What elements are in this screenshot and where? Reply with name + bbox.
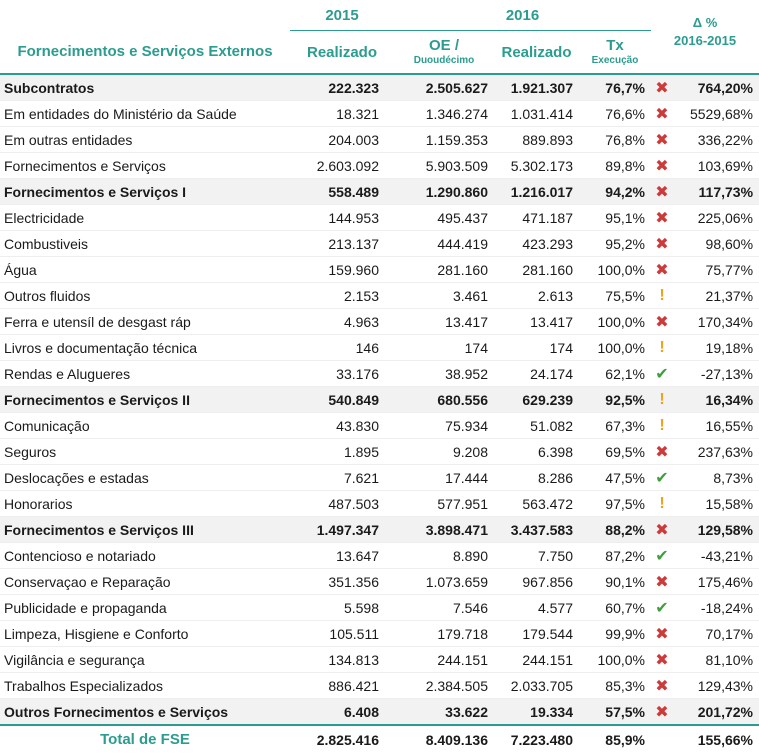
realizado-2016-cell: 1.921.307: [494, 74, 579, 101]
delta-cell: 129,58%: [673, 517, 759, 543]
realizado-2016-cell: 174: [494, 335, 579, 361]
row-label: Electricidade: [0, 205, 290, 231]
tx-execucao-cell: 92,5%: [579, 387, 651, 413]
row-label: Seguros: [0, 439, 290, 465]
realizado-2015-cell: 6.408: [290, 699, 394, 726]
table-row: [0, 699, 759, 726]
tx-execucao-cell: 100,0%: [579, 309, 651, 335]
realizado-2015-cell: 4.963: [290, 309, 394, 335]
delta-cell: 8,73%: [673, 465, 759, 491]
table-row: [0, 283, 759, 309]
realizado-2016-cell: 6.398: [494, 439, 579, 465]
status-icon-cell: [651, 595, 673, 621]
delta-cell: 336,22%: [673, 127, 759, 153]
table-row: [0, 491, 759, 517]
tx-execucao-cell: 90,1%: [579, 569, 651, 595]
red-x-icon: ✖: [655, 105, 669, 123]
status-icon-cell: [651, 439, 673, 465]
oe-cell: 1.346.274: [394, 101, 494, 127]
realizado-2016-cell: 2.033.705: [494, 673, 579, 699]
header-blank: [0, 0, 290, 31]
oe-cell: 244.151: [394, 647, 494, 673]
table-row: [0, 309, 759, 335]
table-row: [0, 335, 759, 361]
status-icon-cell: [651, 283, 673, 309]
row-label: Livros e documentação técnica: [0, 335, 290, 361]
header-realizado-2016: Realizado: [494, 31, 579, 75]
delta-cell: 70,17%: [673, 621, 759, 647]
oe-cell: 3.898.471: [394, 517, 494, 543]
realizado-2015-cell: 2.153: [290, 283, 394, 309]
oe-cell: 444.419: [394, 231, 494, 257]
table-body: [0, 74, 759, 725]
realizado-2016-cell: 13.417: [494, 309, 579, 335]
oe-cell: 174: [394, 335, 494, 361]
delta-cell: 129,43%: [673, 673, 759, 699]
table-title: Fornecimentos e Serviços Externos: [0, 31, 290, 75]
tx-execucao-cell: 100,0%: [579, 257, 651, 283]
row-label: Outros fluidos: [0, 283, 290, 309]
status-icon-cell: [651, 517, 673, 543]
realizado-2015-cell: 159.960: [290, 257, 394, 283]
status-icon-cell: [651, 361, 673, 387]
realizado-2015-cell: 1.497.347: [290, 517, 394, 543]
total-delta: 155,66%: [673, 725, 759, 753]
realizado-2016-cell: 563.472: [494, 491, 579, 517]
realizado-2015-cell: 351.356: [290, 569, 394, 595]
oe-cell: 2.384.505: [394, 673, 494, 699]
row-label: Trabalhos Especializados: [0, 673, 290, 699]
row-label: Rendas e Alugueres: [0, 361, 290, 387]
realizado-2016-cell: 281.160: [494, 257, 579, 283]
realizado-2015-cell: 146: [290, 335, 394, 361]
status-icon-cell: [651, 647, 673, 673]
red-x-icon: ✖: [655, 521, 669, 539]
oe-cell: 1.290.860: [394, 179, 494, 205]
checkmark-icon: ✔: [655, 469, 669, 487]
delta-cell: 15,58%: [673, 491, 759, 517]
realizado-2016-cell: 19.334: [494, 699, 579, 726]
tx-execucao-cell: 100,0%: [579, 647, 651, 673]
red-x-icon: ✖: [655, 131, 669, 149]
realizado-2016-cell: 244.151: [494, 647, 579, 673]
realizado-2015-cell: 13.647: [290, 543, 394, 569]
realizado-2015-cell: 558.489: [290, 179, 394, 205]
table-row: [0, 387, 759, 413]
table-row: [0, 569, 759, 595]
oe-cell: 577.951: [394, 491, 494, 517]
tx-execucao-cell: 100,0%: [579, 335, 651, 361]
tx-execucao-cell: 76,7%: [579, 74, 651, 101]
row-label: Vigilância e segurança: [0, 647, 290, 673]
tx-execucao-cell: 94,2%: [579, 179, 651, 205]
oe-cell: 495.437: [394, 205, 494, 231]
tx-execucao-cell: 62,1%: [579, 361, 651, 387]
row-label: Limpeza, Hisgiene e Conforto: [0, 621, 290, 647]
realizado-2015-cell: 204.003: [290, 127, 394, 153]
status-icon-cell: [651, 231, 673, 257]
tx-execucao-cell: 69,5%: [579, 439, 651, 465]
realizado-2016-cell: 629.239: [494, 387, 579, 413]
tx-execucao-cell: 67,3%: [579, 413, 651, 439]
table-footer: [0, 725, 759, 753]
status-icon-cell: [651, 569, 673, 595]
tx-execucao-cell: 89,8%: [579, 153, 651, 179]
oe-cell: 17.444: [394, 465, 494, 491]
table-row: [0, 543, 759, 569]
header-oe-line1: OE /: [428, 37, 459, 54]
total-tx: 85,9%: [579, 725, 651, 753]
status-icon-cell: [651, 205, 673, 231]
oe-cell: 38.952: [394, 361, 494, 387]
realizado-2016-cell: 471.187: [494, 205, 579, 231]
row-label: Publicidade e propaganda: [0, 595, 290, 621]
table-row: [0, 647, 759, 673]
oe-cell: 680.556: [394, 387, 494, 413]
realizado-2016-cell: 8.286: [494, 465, 579, 491]
checkmark-icon: ✔: [655, 365, 669, 383]
row-label: Combustiveis: [0, 231, 290, 257]
exclamation-icon: !: [659, 338, 665, 356]
header-realizado-2015: Realizado: [290, 31, 394, 75]
realizado-2016-cell: 2.613: [494, 283, 579, 309]
status-icon-cell: [651, 387, 673, 413]
oe-cell: 3.461: [394, 283, 494, 309]
realizado-2015-cell: 7.621: [290, 465, 394, 491]
delta-cell: 5529,68%: [673, 101, 759, 127]
table-row: [0, 205, 759, 231]
table-row: [0, 257, 759, 283]
realizado-2015-cell: 18.321: [290, 101, 394, 127]
row-label: Água: [0, 257, 290, 283]
header-tx: [579, 31, 651, 75]
row-label: Outros Fornecimentos e Serviços: [0, 699, 290, 726]
table-row: [0, 231, 759, 257]
red-x-icon: ✖: [655, 703, 669, 721]
delta-cell: 103,69%: [673, 153, 759, 179]
tx-execucao-cell: 99,9%: [579, 621, 651, 647]
header-year-2015: 2015: [290, 0, 394, 31]
exclamation-icon: !: [659, 416, 665, 434]
realizado-2015-cell: 1.895: [290, 439, 394, 465]
tx-execucao-cell: 76,8%: [579, 127, 651, 153]
tx-execucao-cell: 87,2%: [579, 543, 651, 569]
tx-execucao-cell: 60,7%: [579, 595, 651, 621]
status-icon-cell: [651, 74, 673, 101]
row-label: Fornecimentos e Serviços I: [0, 179, 290, 205]
oe-cell: 179.718: [394, 621, 494, 647]
total-label: Total de FSE: [0, 725, 290, 753]
table-row: [0, 465, 759, 491]
tx-execucao-cell: 97,5%: [579, 491, 651, 517]
oe-cell: 13.417: [394, 309, 494, 335]
row-label: Fornecimentos e Serviços III: [0, 517, 290, 543]
tx-execucao-cell: 95,2%: [579, 231, 651, 257]
table-row: [0, 361, 759, 387]
realizado-2016-cell: 4.577: [494, 595, 579, 621]
row-label: Fornecimentos e Serviços: [0, 153, 290, 179]
status-icon-cell: [651, 673, 673, 699]
table-row: [0, 127, 759, 153]
row-label: Contencioso e notariado: [0, 543, 290, 569]
checkmark-icon: ✔: [655, 547, 669, 565]
red-x-icon: ✖: [655, 313, 669, 331]
delta-cell: 225,06%: [673, 205, 759, 231]
oe-cell: 7.546: [394, 595, 494, 621]
red-x-icon: ✖: [655, 79, 669, 97]
row-label: Ferra e utensíl de desgast ráp: [0, 309, 290, 335]
table-row: [0, 517, 759, 543]
realizado-2016-cell: 967.856: [494, 569, 579, 595]
row-label: Em entidades do Ministério da Saúde: [0, 101, 290, 127]
row-label: Subcontratos: [0, 74, 290, 101]
realizado-2015-cell: 134.813: [290, 647, 394, 673]
oe-cell: 2.505.627: [394, 74, 494, 101]
red-x-icon: ✖: [655, 157, 669, 175]
tx-execucao-cell: 88,2%: [579, 517, 651, 543]
header-tx-line2: Execução: [591, 55, 639, 66]
status-icon-cell: [651, 153, 673, 179]
status-icon-cell: [651, 491, 673, 517]
red-x-icon: ✖: [655, 443, 669, 461]
delta-cell: 117,73%: [673, 179, 759, 205]
total-realizado-2016: 7.223.480: [494, 725, 579, 753]
realizado-2016-cell: 5.302.173: [494, 153, 579, 179]
realizado-2015-cell: 43.830: [290, 413, 394, 439]
delta-cell: 764,20%: [673, 74, 759, 101]
realizado-2016-cell: 1.031.414: [494, 101, 579, 127]
delta-cell: 237,63%: [673, 439, 759, 465]
status-icon-cell: [651, 335, 673, 361]
realizado-2015-cell: 540.849: [290, 387, 394, 413]
oe-cell: 1.073.659: [394, 569, 494, 595]
realizado-2015-cell: 222.323: [290, 74, 394, 101]
oe-cell: 5.903.509: [394, 153, 494, 179]
realizado-2016-cell: 423.293: [494, 231, 579, 257]
delta-cell: 21,37%: [673, 283, 759, 309]
header-year-2016: 2016: [394, 0, 651, 31]
realizado-2016-cell: 3.437.583: [494, 517, 579, 543]
table-row: [0, 101, 759, 127]
delta-cell: 75,77%: [673, 257, 759, 283]
header-delta-line1: Δ %: [692, 15, 718, 30]
delta-cell: -18,24%: [673, 595, 759, 621]
delta-cell: 19,18%: [673, 335, 759, 361]
realizado-2016-cell: 7.750: [494, 543, 579, 569]
red-x-icon: ✖: [655, 209, 669, 227]
tx-execucao-cell: 75,5%: [579, 283, 651, 309]
status-icon-cell: [651, 179, 673, 205]
row-label: Comunicação: [0, 413, 290, 439]
realizado-2015-cell: 213.137: [290, 231, 394, 257]
realizado-2015-cell: 487.503: [290, 491, 394, 517]
red-x-icon: ✖: [655, 261, 669, 279]
realizado-2015-cell: 5.598: [290, 595, 394, 621]
status-icon-cell: [651, 543, 673, 569]
tx-execucao-cell: 76,6%: [579, 101, 651, 127]
row-label: Honorarios: [0, 491, 290, 517]
realizado-2016-cell: 1.216.017: [494, 179, 579, 205]
row-label: Fornecimentos e Serviços II: [0, 387, 290, 413]
realizado-2016-cell: 889.893: [494, 127, 579, 153]
red-x-icon: ✖: [655, 235, 669, 253]
header-tx-line1: Tx: [606, 37, 624, 54]
realizado-2016-cell: 24.174: [494, 361, 579, 387]
oe-cell: 33.622: [394, 699, 494, 726]
status-icon-cell: [651, 257, 673, 283]
realizado-2015-cell: 2.603.092: [290, 153, 394, 179]
delta-cell: -43,21%: [673, 543, 759, 569]
delta-cell: 170,34%: [673, 309, 759, 335]
realizado-2016-cell: 51.082: [494, 413, 579, 439]
table-row: [0, 179, 759, 205]
header-oe-line2: Duoudécimo: [413, 55, 475, 66]
table-row: [0, 673, 759, 699]
table-row: [0, 413, 759, 439]
delta-cell: 16,34%: [673, 387, 759, 413]
red-x-icon: ✖: [655, 651, 669, 669]
status-icon-cell: [651, 309, 673, 335]
exclamation-icon: !: [659, 494, 665, 512]
header-delta-line2: 2016-2015: [673, 33, 737, 48]
oe-cell: 75.934: [394, 413, 494, 439]
checkmark-icon: ✔: [655, 599, 669, 617]
total-realizado-2015: 2.825.416: [290, 725, 394, 753]
realizado-2016-cell: 179.544: [494, 621, 579, 647]
realizado-2015-cell: 144.953: [290, 205, 394, 231]
status-icon-cell: [651, 699, 673, 726]
oe-cell: 281.160: [394, 257, 494, 283]
oe-cell: 9.208: [394, 439, 494, 465]
exclamation-icon: !: [659, 286, 665, 304]
red-x-icon: ✖: [655, 183, 669, 201]
delta-cell: -27,13%: [673, 361, 759, 387]
total-oe: 8.409.136: [394, 725, 494, 753]
total-row: [0, 725, 759, 753]
status-icon-cell: [651, 101, 673, 127]
exclamation-icon: !: [659, 390, 665, 408]
status-icon-cell: [651, 465, 673, 491]
realizado-2015-cell: 33.176: [290, 361, 394, 387]
status-icon-cell: [651, 413, 673, 439]
row-label: Conservaçao e Reparação: [0, 569, 290, 595]
tx-execucao-cell: 57,5%: [579, 699, 651, 726]
row-label: Em outras entidades: [0, 127, 290, 153]
table-row: [0, 439, 759, 465]
oe-cell: 1.159.353: [394, 127, 494, 153]
delta-cell: 201,72%: [673, 699, 759, 726]
table-row: [0, 153, 759, 179]
header-oe: [394, 31, 494, 75]
delta-cell: 175,46%: [673, 569, 759, 595]
tx-execucao-cell: 85,3%: [579, 673, 651, 699]
table-row: [0, 74, 759, 101]
row-label: Deslocações e estadas: [0, 465, 290, 491]
red-x-icon: ✖: [655, 677, 669, 695]
delta-cell: 81,10%: [673, 647, 759, 673]
tx-execucao-cell: 47,5%: [579, 465, 651, 491]
status-icon-cell: [651, 621, 673, 647]
delta-cell: 16,55%: [673, 413, 759, 439]
total-icon-cell: [651, 725, 673, 753]
header-delta: [651, 0, 759, 74]
status-icon-cell: [651, 127, 673, 153]
table-header: [0, 0, 759, 74]
oe-cell: 8.890: [394, 543, 494, 569]
realizado-2015-cell: 105.511: [290, 621, 394, 647]
table-row: [0, 621, 759, 647]
red-x-icon: ✖: [655, 573, 669, 591]
table-row: [0, 595, 759, 621]
realizado-2015-cell: 886.421: [290, 673, 394, 699]
tx-execucao-cell: 95,1%: [579, 205, 651, 231]
red-x-icon: ✖: [655, 625, 669, 643]
delta-cell: 98,60%: [673, 231, 759, 257]
